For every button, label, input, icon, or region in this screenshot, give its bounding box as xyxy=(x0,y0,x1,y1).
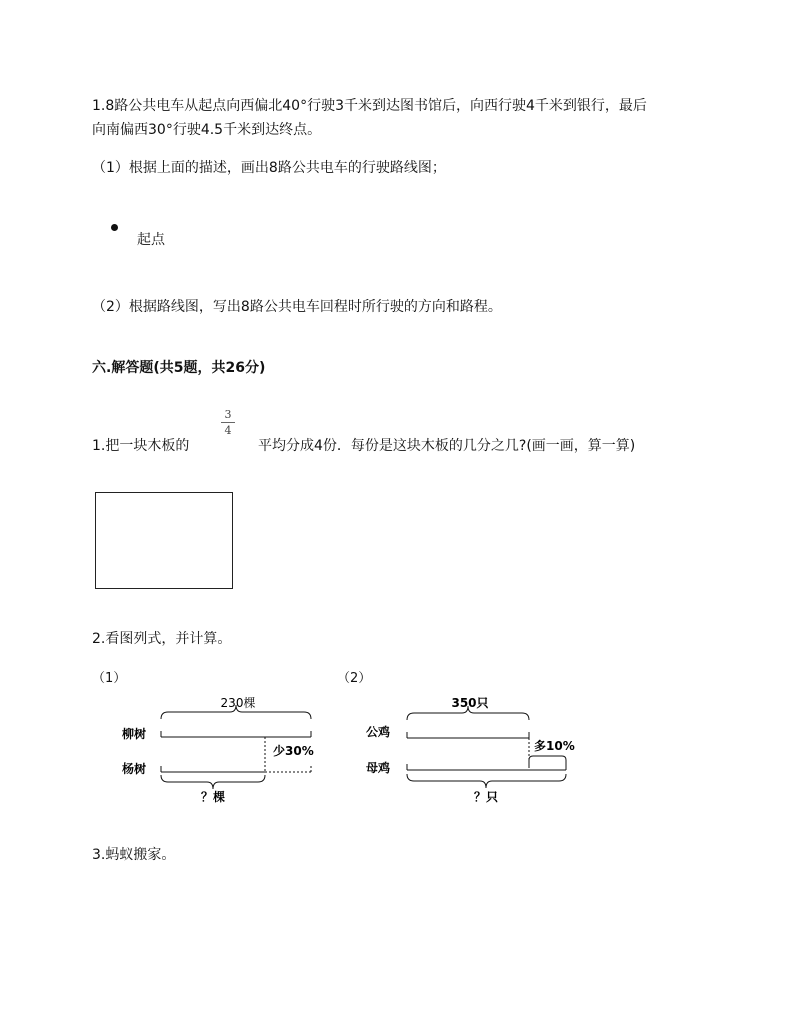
figure-1-row-2-label: 杨树 xyxy=(122,762,147,776)
problem-1-line-2: 向南偏西30°行驶4.5千米到达终点。 xyxy=(92,122,322,138)
figure-2-diagram xyxy=(366,696,575,804)
figure-1-diagram xyxy=(122,695,314,804)
figure-1-difference: 少30% xyxy=(273,744,314,758)
figure-2-extra-brace xyxy=(529,756,566,768)
problem-1-line-1: 1.8路公共电车从起点向西偏北40°行驶3千米到达图书馆后，向西行驶4千米到银行，最后 xyxy=(92,98,647,114)
problem-1-part-1: （1）根据上面的描述，画出8路公共电车的行驶路线图； xyxy=(92,160,446,176)
figure-2-total: 350只 xyxy=(451,696,489,710)
fraction-denominator: 4 xyxy=(224,424,232,437)
figure-1-unknown: ？棵 xyxy=(200,790,226,804)
figure-2-unknown: ？只 xyxy=(473,790,499,804)
figure-1-bottom-brace xyxy=(161,775,265,789)
figure-1-total: 230棵 xyxy=(220,696,256,710)
figure-2-difference: 多10% xyxy=(534,739,575,753)
question-2-title: 2.看图列式，并计算。 xyxy=(92,631,232,647)
section-title: 六.解答题(共5题，共26分) xyxy=(92,360,266,376)
problem-1-part-2: （2）根据路线图，写出8路公共电车回程时所行驶的方向和路程。 xyxy=(92,299,502,315)
figure-2-number: （2） xyxy=(337,671,372,686)
figure-2-row-2-label: 母鸡 xyxy=(366,761,391,775)
figure-1-row-1-label: 柳树 xyxy=(122,727,147,741)
question-1-suffix: 平均分成4份．每份是这块木板的几分之几?(画一画，算一算) xyxy=(258,438,636,454)
question-3-title: 3.蚂蚁搬家。 xyxy=(92,847,176,863)
figure-2-bottom-brace xyxy=(407,774,566,788)
figure-1-number: （1） xyxy=(92,671,127,686)
question-1-prefix: 1.把一块木板的 xyxy=(92,438,190,454)
figure-2-row-1-label: 公鸡 xyxy=(366,725,391,739)
fraction-numerator: 3 xyxy=(224,408,232,421)
start-point-label: 起点 xyxy=(137,232,165,248)
